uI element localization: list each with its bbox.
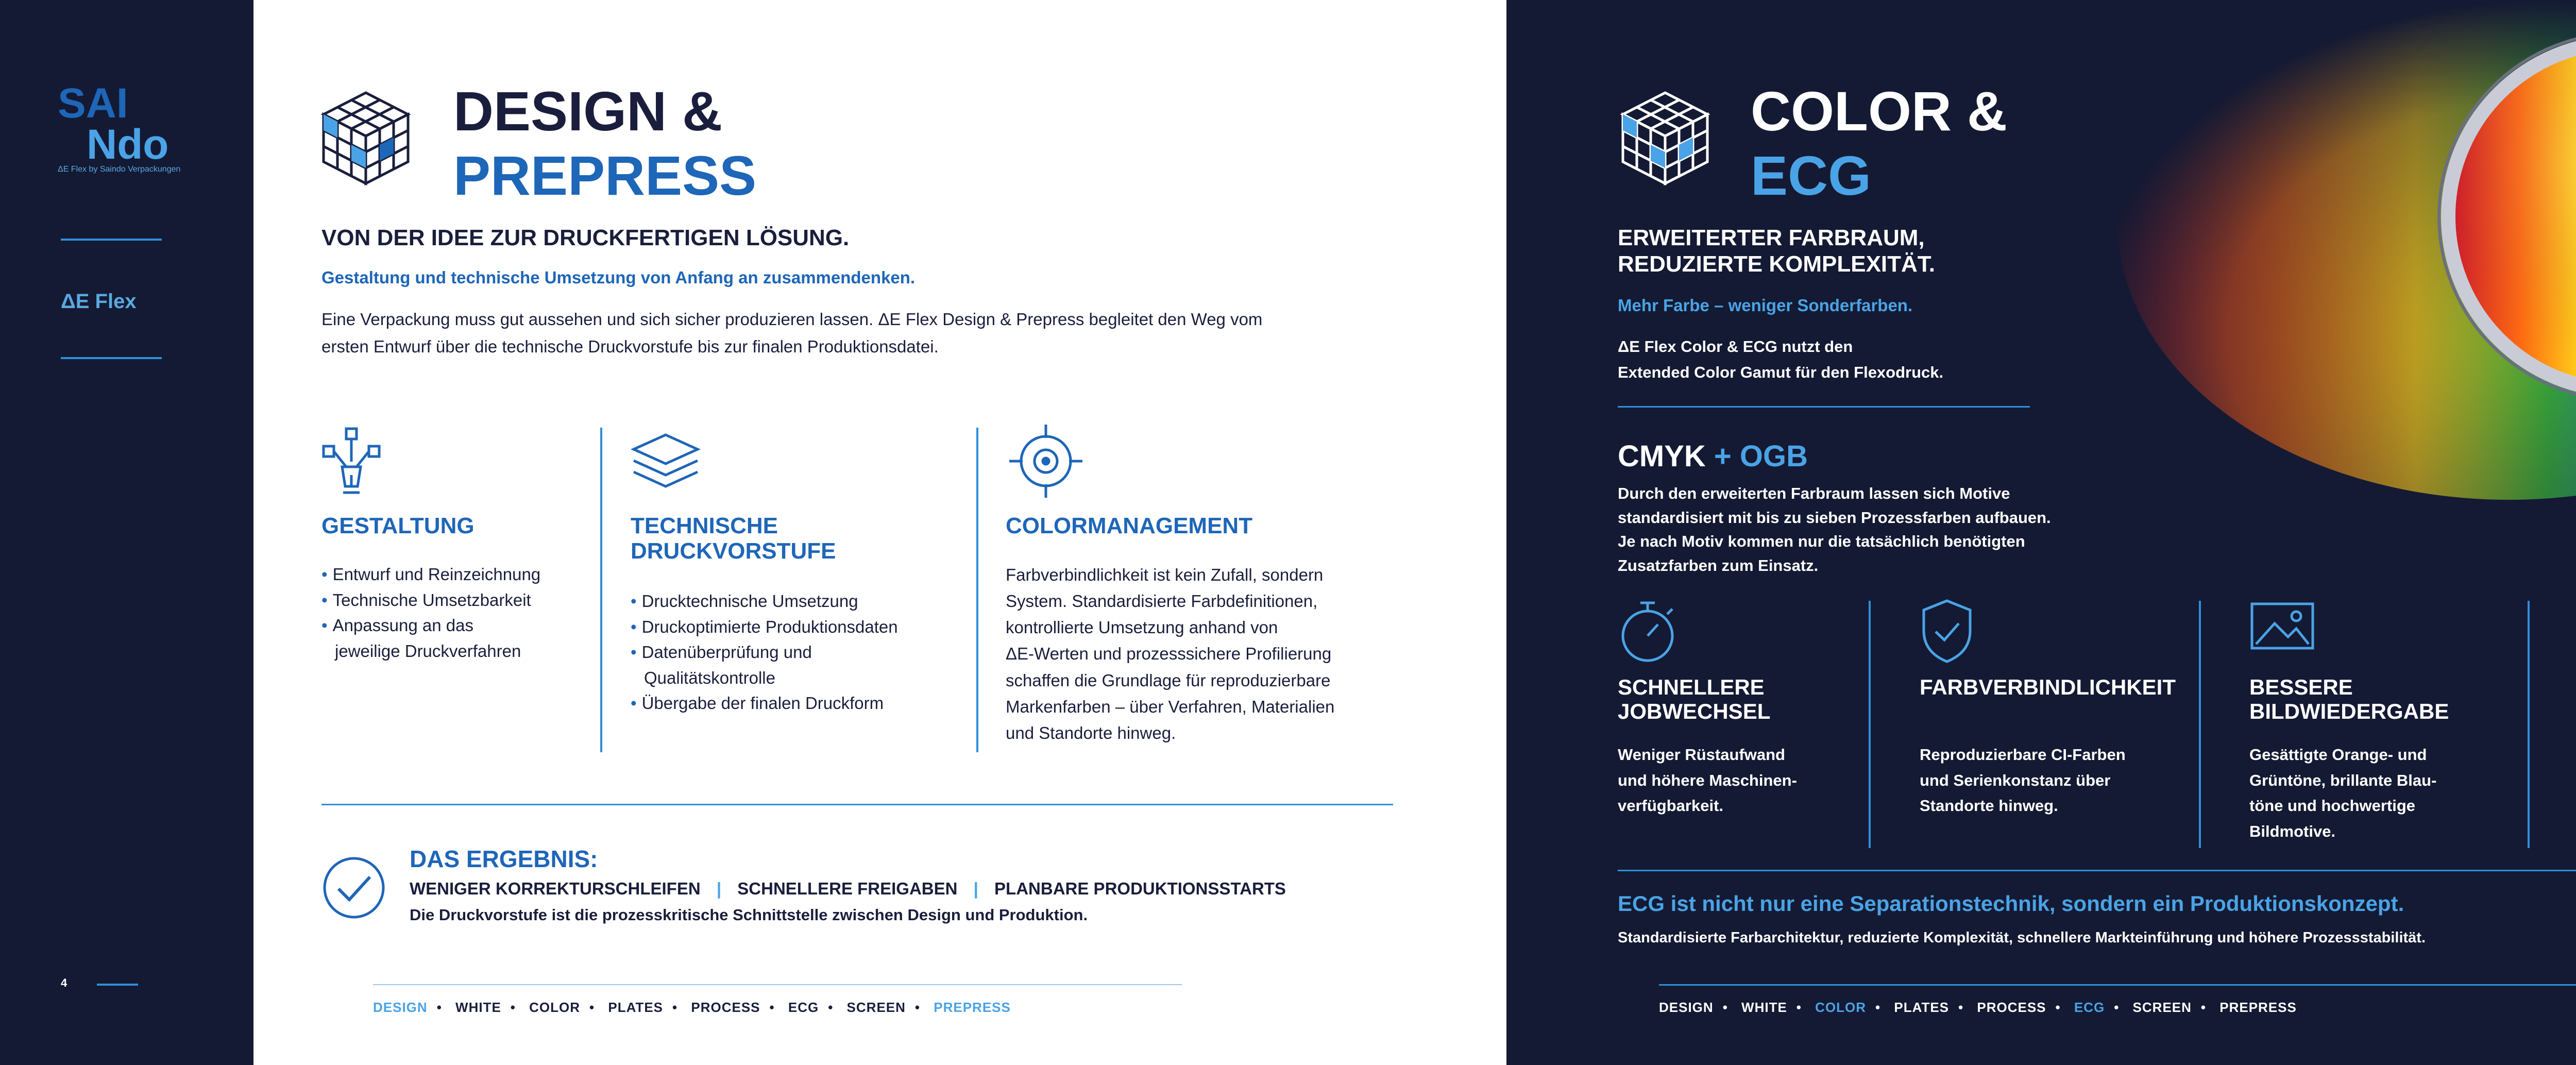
list-item: • Übergabe der finalen Druckform — [631, 694, 884, 713]
nav-item[interactable]: PROCESS — [691, 1000, 760, 1015]
target-icon — [1007, 422, 1084, 500]
feature-divider — [1869, 601, 1871, 848]
page-number-left: 4 — [61, 976, 67, 989]
list-item: Qualitätskontrolle — [644, 668, 775, 687]
feature-title-farbverbindlichkeit: FARBVERBINDLICHKEIT — [1920, 675, 2176, 699]
section-nav-right: DESIGN • WHITE • COLOR • PLATES • PROCESS • ECG • SCREEN • PREPRESS — [1659, 1000, 2297, 1015]
nav-item[interactable]: PLATES — [608, 1000, 664, 1015]
feature-divider — [2528, 601, 2530, 848]
gestaltung-list — [321, 562, 540, 664]
nav-item[interactable]: WHITE — [1741, 1000, 1787, 1015]
nav-item[interactable]: PROCESS — [1977, 1000, 2046, 1015]
nav-line — [1659, 984, 2576, 986]
section-divider — [1618, 406, 2030, 408]
feature-text-farbverbindlichkeit: Reproduzierbare CI-Farben und Serienkonstanz über Standorte hinweg. — [1920, 746, 2126, 815]
intro-text-2: ersten Entwurf über die technische Druckvorstufe bis zur finalen Produktionsdatei. — [321, 337, 939, 356]
shield-check-icon — [1919, 598, 1975, 665]
list-item: jeweilige Druckverfahren — [335, 641, 521, 661]
nav-item[interactable]: PREPRESS — [2219, 1000, 2297, 1015]
sidebar-label[interactable]: ΔE Flex — [61, 290, 137, 313]
page-title-line2: PREPRESS — [453, 144, 757, 207]
nav-item[interactable]: PLATES — [1894, 1000, 1950, 1015]
pen-tool-icon — [320, 426, 382, 498]
section-divider — [321, 804, 1393, 805]
list-item: • Entwurf und Reinzeichnung — [321, 565, 541, 584]
nav-item[interactable]: WHITE — [455, 1000, 501, 1015]
sidebar-divider — [61, 357, 162, 359]
druckvorstufe-list — [631, 588, 898, 716]
highlight-text: Mehr Farbe – weniger Sonderfarben. — [1618, 296, 1913, 315]
statement: ECG ist nicht nur eine Separationstechnik, sondern ein Produktionskonzept. — [1618, 891, 2404, 916]
feature-text-jobwechsel: Weniger Rüstaufwand und höhere Maschinen- verfügbarkeit. — [1618, 746, 1797, 815]
svg-text:SAI: SAI — [58, 81, 128, 127]
cube-icon — [1619, 89, 1711, 187]
nav-item[interactable]: DESIGN — [1659, 1000, 1714, 1015]
page-title-line2: ECG — [1751, 144, 1872, 207]
cmyk-text: Durch den erweiterten Farbraum lassen sich Motive standardisiert mit bis zu sieben Prozessfarben aufbauen. Je nach Motiv kommen nur die tatsächlich benötigten Zusatzfarben zum Einsatz. — [1618, 484, 2051, 574]
cube-icon — [319, 89, 412, 187]
column-title-druckvorstufe: TECHNISCHE DRUCKVORSTUFE — [631, 513, 836, 564]
image-icon — [2249, 601, 2316, 652]
svg-text:Ndo: Ndo — [87, 121, 169, 168]
page-title-line1: DESIGN & — [453, 80, 723, 142]
list-item: • Drucktechnische Umsetzung — [631, 591, 858, 611]
statement-sub: Standardisierte Farbarchitektur, reduzierte Komplexität, schnellere Markteinführung und höhere Prozessstabilität. — [1618, 929, 2426, 946]
list-item: • Druckoptimierte Produktionsdaten — [631, 617, 898, 636]
section-divider — [1618, 870, 2576, 871]
feature-text-bildwiedergabe: Gesättigte Orange- und Grüntöne, brillante Blau- töne und hochwertige Bildmotive. — [2249, 746, 2437, 840]
nav-item[interactable]: SCREEN — [2132, 1000, 2192, 1015]
nav-item[interactable]: COLOR — [1815, 1000, 1867, 1015]
column-divider — [976, 428, 978, 752]
nav-item[interactable]: SCREEN — [846, 1000, 906, 1015]
stopwatch-icon — [1617, 598, 1679, 665]
nav-item[interactable]: COLOR — [529, 1000, 581, 1015]
sidebar-divider — [61, 239, 162, 241]
nav-line — [373, 984, 1182, 985]
nav-item[interactable]: ECG — [788, 1000, 819, 1015]
check-circle-icon — [320, 854, 387, 921]
list-item: • Datenüberprüfung und — [631, 643, 812, 662]
list-item: • Technische Umsetzbarkeit — [321, 590, 531, 610]
result-items: WENIGER KORREKTURSCHLEIFEN | SCHNELLERE FREIGABEN | PLANBARE PRODUKTIONSSTARTS — [410, 879, 1286, 898]
intro-text: ΔE Flex Color & ECG nutzt den Extended Color Gamut für den Flexodruck. — [1618, 337, 1944, 381]
nav-item[interactable]: ECG — [2074, 1000, 2105, 1015]
result-title: DAS ERGEBNIS: — [410, 846, 598, 872]
page-subtitle: ERWEITERTER FARBRAUM, REDUZIERTE KOMPLEXITÄT. — [1618, 225, 1936, 277]
list-item: • Anpassung an das — [321, 616, 473, 635]
intro-text-1: Eine Verpackung muss gut aussehen und sich sicher produzieren lassen. ΔE Flex Design & Prepress begleitet den Weg vom — [321, 310, 1263, 329]
nav-item[interactable]: PREPRESS — [934, 1000, 1011, 1015]
logo-tagline: ΔE Flex by Saindo Verpackungen — [58, 165, 181, 174]
page-title-line1: COLOR & — [1751, 80, 2007, 142]
feature-divider — [2199, 601, 2201, 848]
column-title-colormanagement: COLORMANAGEMENT — [1006, 513, 1253, 538]
column-divider — [600, 428, 602, 752]
column-title-gestaltung: GESTALTUNG — [321, 513, 474, 538]
feature-title-bildwiedergabe: BESSERE BILDWIEDERGABE — [2249, 675, 2449, 724]
section-nav-left: DESIGN • WHITE • COLOR • PLATES • PROCESS • ECG • SCREEN • PREPRESS — [373, 1000, 1011, 1015]
cmyk-ogb-heading: CMYK + OGB — [1618, 439, 1808, 473]
colormanagement-text: Farbverbindlichkeit ist kein Zufall, sondern System. Standardisierte Farbdefinitionen, kontrollierte Umsetzung anhand von ΔE-Werten und prozesssichere Profilierung schaffen die Grundlage für reproduzierbare Markenfarben – über Verfahren, Materialien und Standorte hinweg. — [1006, 565, 1335, 742]
page-subtitle: VON DER IDEE ZUR DRUCKFERTIGEN LÖSUNG. — [321, 225, 850, 250]
intro-highlight: Gestaltung und technische Umsetzung von Anfang an zusammendenken. — [321, 268, 916, 287]
nav-item[interactable]: DESIGN — [373, 1000, 428, 1015]
result-text: Die Druckvorstufe ist die prozesskritische Schnittstelle zwischen Design und Produktion. — [410, 906, 1088, 924]
page-number-line — [97, 984, 138, 986]
rainbow-magnifier-image — [2087, 0, 2576, 670]
layers-icon — [630, 431, 702, 493]
feature-title-jobwechsel: SCHNELLERE JOBWECHSEL — [1618, 675, 1771, 724]
